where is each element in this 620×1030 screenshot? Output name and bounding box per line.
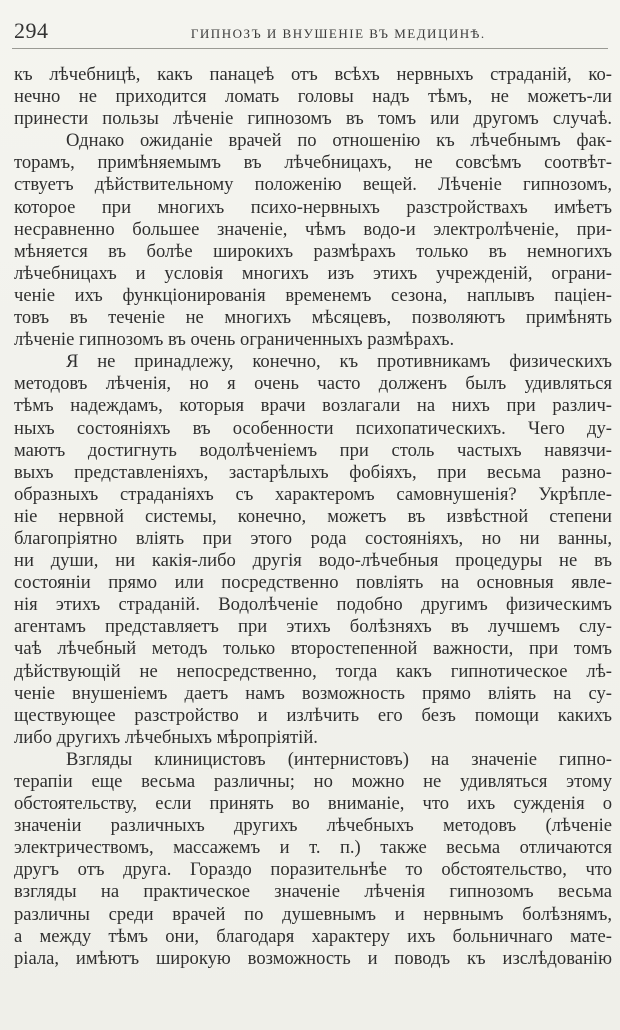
text-line: мѣняется въ болѣе широкихъ размѣрахъ только въ немногихъ xyxy=(14,240,612,262)
text-line: чаѣ лѣчебный методъ только второстепенной важности, при томъ xyxy=(14,638,612,660)
text-line: методовъ лѣченія, но я очень часто долженъ былъ удивляться xyxy=(14,373,612,395)
text-line: состояніи прямо или посредственно повліять на основныя явле- xyxy=(14,572,612,594)
text-line: различны среди врачей по душевнымъ и нервнымъ болѣзнямъ, xyxy=(14,903,612,925)
text-line: ченіе внушеніемъ даетъ намъ возможность прямо вліять на су- xyxy=(14,682,612,704)
text-line: торамъ, примѣняемымъ въ лѣчебницахъ, не совсѣмъ соотвѣт- xyxy=(14,152,612,174)
body-text xyxy=(14,64,612,970)
text-line: нечно не приходится ломать головы надъ тѣмъ, не можетъ-ли xyxy=(14,86,612,108)
text-line: а между тѣмъ они, благодаря характеру ихъ больничнаго мате- xyxy=(14,925,612,947)
text-line: Взгляды клиницистовъ (интернистовъ) на значеніе гипно- xyxy=(66,748,612,770)
text-line: другъ отъ друга. Гораздо поразительнѣе то обстоятельство, что xyxy=(14,859,612,881)
text-line: Однако ожиданіе врачей по отношенію къ лѣчебнымъ фак- xyxy=(66,130,612,152)
text-line: ни души, ни какія-либо другія водо-лѣчебныя процедуры не въ xyxy=(14,550,612,572)
text-line: маютъ достигнуть водолѣченіемъ при столь частыхъ навязчи- xyxy=(14,439,612,461)
text-line: ствуетъ дѣйствительному положенію вещей. Лѣченіе гипнозомъ, xyxy=(14,174,612,196)
text-line: взгляды на практическое значеніе лѣченія гипнозомъ весьма xyxy=(14,881,612,903)
running-head xyxy=(14,18,608,46)
page-number: 294 xyxy=(14,18,49,43)
text-line: ріала, имѣютъ широкую возможность и поводъ къ изслѣдованію xyxy=(14,947,612,969)
text-line: къ лѣчебницѣ, какъ панацеѣ отъ всѣхъ нервныхъ страданій, ко- xyxy=(14,64,612,85)
text-line: либо другихъ лѣчебныхъ мѣропріятій. xyxy=(14,726,318,748)
text-line: агентамъ представляетъ при этихъ болѣзняхъ въ лучшемъ слу- xyxy=(14,616,612,638)
text-line: дѣйствующій не непосредственно, тогда какъ гипнотическое лѣ- xyxy=(14,660,612,682)
text-line: ныхъ состояніяхъ въ особенности психопатическихъ. Чего ду- xyxy=(14,417,612,439)
text-line: терапіи еще весьма различны; но можно не удивляться этому xyxy=(14,771,612,792)
text-line: электричествомъ, массажемъ и т. п.) также весьма отличаются xyxy=(14,837,612,859)
text-line: несравненно большее значеніе, чѣмъ водо-и электролѣченіе, при- xyxy=(14,218,612,240)
text-line: образныхъ страданіяхъ съ характеромъ самовнушенія? Укрѣпле- xyxy=(14,483,612,505)
text-line: обстоятельству, если принять во вниманіе, что ихъ сужденія о xyxy=(14,793,612,815)
text-line: лѣченіе гипнозомъ въ очень ограниченныхъ размѣрахъ. xyxy=(14,329,455,351)
text-line: принести пользы лѣченіе гипнозомъ въ томъ или другомъ случаѣ. xyxy=(14,108,612,130)
text-line: ніе нервной системы, конечно, можетъ въ извѣстной степени xyxy=(14,505,612,527)
text-line: ществующее разстройство и излѣчить его безъ помощи какихъ xyxy=(14,704,612,726)
text-line: благопріятно вліять при этого рода состояніяхъ, но ни ванны, xyxy=(14,527,612,549)
text-line: которое при многихъ психо-нервныхъ разстройствахъ имѣетъ xyxy=(14,196,612,218)
text-line: ченіе ихъ функціонированія временемъ сезона, наплывъ паціен- xyxy=(14,284,612,306)
text-line: нія этихъ страданій. Водолѣченіе подобно другимъ физическимъ xyxy=(14,594,612,616)
text-line: значеніи различныхъ другихъ лѣчебныхъ методовъ (лѣченіе xyxy=(14,815,612,837)
running-title: ГИПНОЗЪ И ВНУШЕНІЕ ВЪ МЕДИЦИНѢ. xyxy=(190,26,486,41)
text-line: Я не принадлежу, конечно, къ противникамъ физическихъ xyxy=(66,351,612,373)
text-line: лѣчебницахъ и условія многихъ изъ этихъ учрежденій, ограни- xyxy=(14,262,612,284)
text-line: тѣмъ надеждамъ, которыя врачи возлагали на нихъ при различ- xyxy=(14,395,612,417)
text-line: выхъ представленіяхъ, застарѣлыхъ фобіяхъ, при весьма разно- xyxy=(14,461,612,483)
text-line: товъ въ теченіе не многихъ мѣсяцевъ, позволяютъ примѣнять xyxy=(14,307,612,329)
header-rule xyxy=(12,48,608,49)
